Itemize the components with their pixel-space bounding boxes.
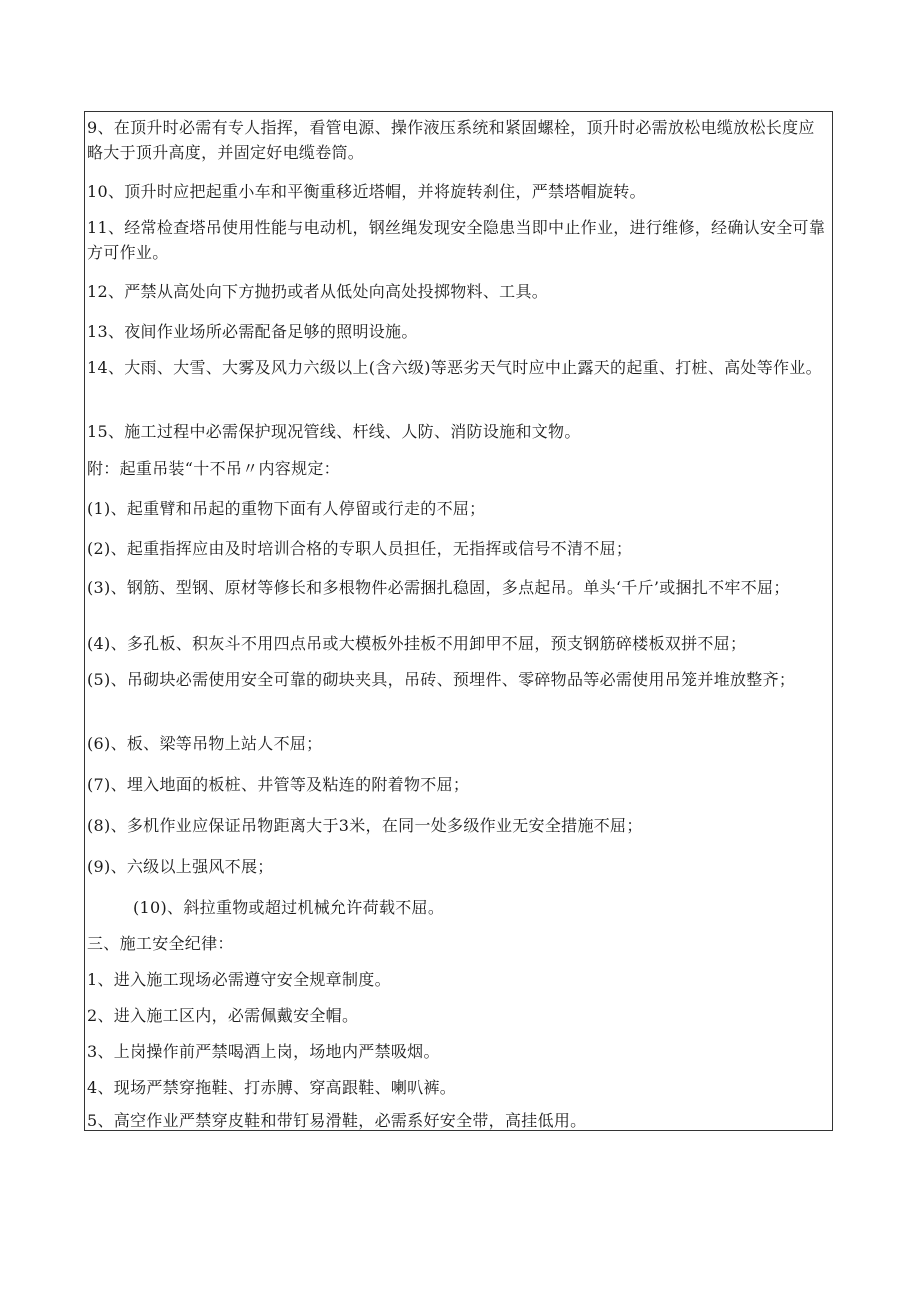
rule-item-3: (3)、钢筋、型钢、原材等修长和多根物件必需捆扎稳固，多点起吊。单头‘千斤’或捆扎不牢不屈； bbox=[87, 578, 790, 597]
paragraph-item-14: 14、大雨、大雪、大雾及风力六级以上(含六级)等恶劣天气时应中止露天的起重、打桩、高处等作业。 bbox=[87, 358, 822, 377]
discipline-item-5: 5、高空作业严禁穿皮鞋和带钉易滑鞋，必需系好安全带，高挂低用。 bbox=[87, 1111, 587, 1130]
paragraph-item-15: 15、施工过程中必需保护现况管线、杆线、人防、消防设施和文物。 bbox=[87, 422, 581, 441]
discipline-item-3: 3、上岗操作前严禁喝酒上岗，场地内严禁吸烟。 bbox=[87, 1042, 440, 1061]
paragraph-item-10: 10、顶升时应把起重小车和平衡重移近塔帽，并将旋转刹住，严禁塔帽旋转。 bbox=[87, 182, 646, 201]
rule-item-5: (5)、吊砌块必需使用安全可靠的砌块夹具，吊砖、预埋件、零碎物品等必需使用吊笼并堆放整齐； bbox=[87, 670, 796, 689]
section-heading-3: 三、施工安全纪律： bbox=[87, 934, 234, 953]
paragraph-item-9: 9、在顶升时必需有专人指挥，看管电源、操作液压系统和紧固螺栓，顶升时必需放松电缆放松长度应略大于顶升高度，并固定好电缆卷筒。 bbox=[87, 118, 815, 162]
rule-item-7: (7)、埋入地面的板桩、井管等及粘连的附着物不屈； bbox=[87, 775, 470, 794]
rule-item-6: (6)、板、梁等吊物上站人不屈； bbox=[87, 734, 323, 753]
appendix-heading: 附：起重吊装“十不吊〃内容规定： bbox=[87, 459, 340, 478]
rule-item-4: (4)、多孔板、积灰斗不用四点吊或大模板外挂板不用卸甲不屈，预支钢筋碎楼板双拼不屈； bbox=[87, 634, 747, 653]
rule-item-9: (9)、六级以上强风不展； bbox=[87, 857, 274, 876]
discipline-item-2: 2、进入施工区内，必需佩戴安全帽。 bbox=[87, 1006, 359, 1025]
rule-item-10: (10)、斜拉重物或超过机械允许荷载不屈。 bbox=[133, 898, 445, 917]
rule-item-2: (2)、起重指挥应由及时培训合格的专职人员担任，无指挥或信号不清不屈； bbox=[87, 539, 633, 558]
discipline-item-4: 4、现场严禁穿拖鞋、打赤膊、穿高跟鞋、喇叭裤。 bbox=[87, 1078, 457, 1097]
paragraph-item-11: 11、经常检查塔吊使用性能与电动机，钢丝绳发现安全隐患当即中止作业，进行维修，经确认安全可靠方可作业。 bbox=[87, 218, 826, 262]
rule-item-8: (8)、多机作业应保证吊物距离大于3米，在同一处多级作业无安全措施不屈； bbox=[87, 816, 643, 835]
discipline-item-1: 1、进入施工现场必需遵守安全规章制度。 bbox=[87, 970, 391, 989]
paragraph-item-12: 12、严禁从高处向下方抛扔或者从低处向高处投掷物料、工具。 bbox=[87, 282, 549, 301]
document-frame bbox=[84, 111, 833, 1131]
paragraph-item-13: 13、夜间作业场所必需配备足够的照明设施。 bbox=[87, 322, 418, 341]
rule-item-1: (1)、起重臂和吊起的重物下面有人停留或行走的不屈； bbox=[87, 499, 486, 518]
